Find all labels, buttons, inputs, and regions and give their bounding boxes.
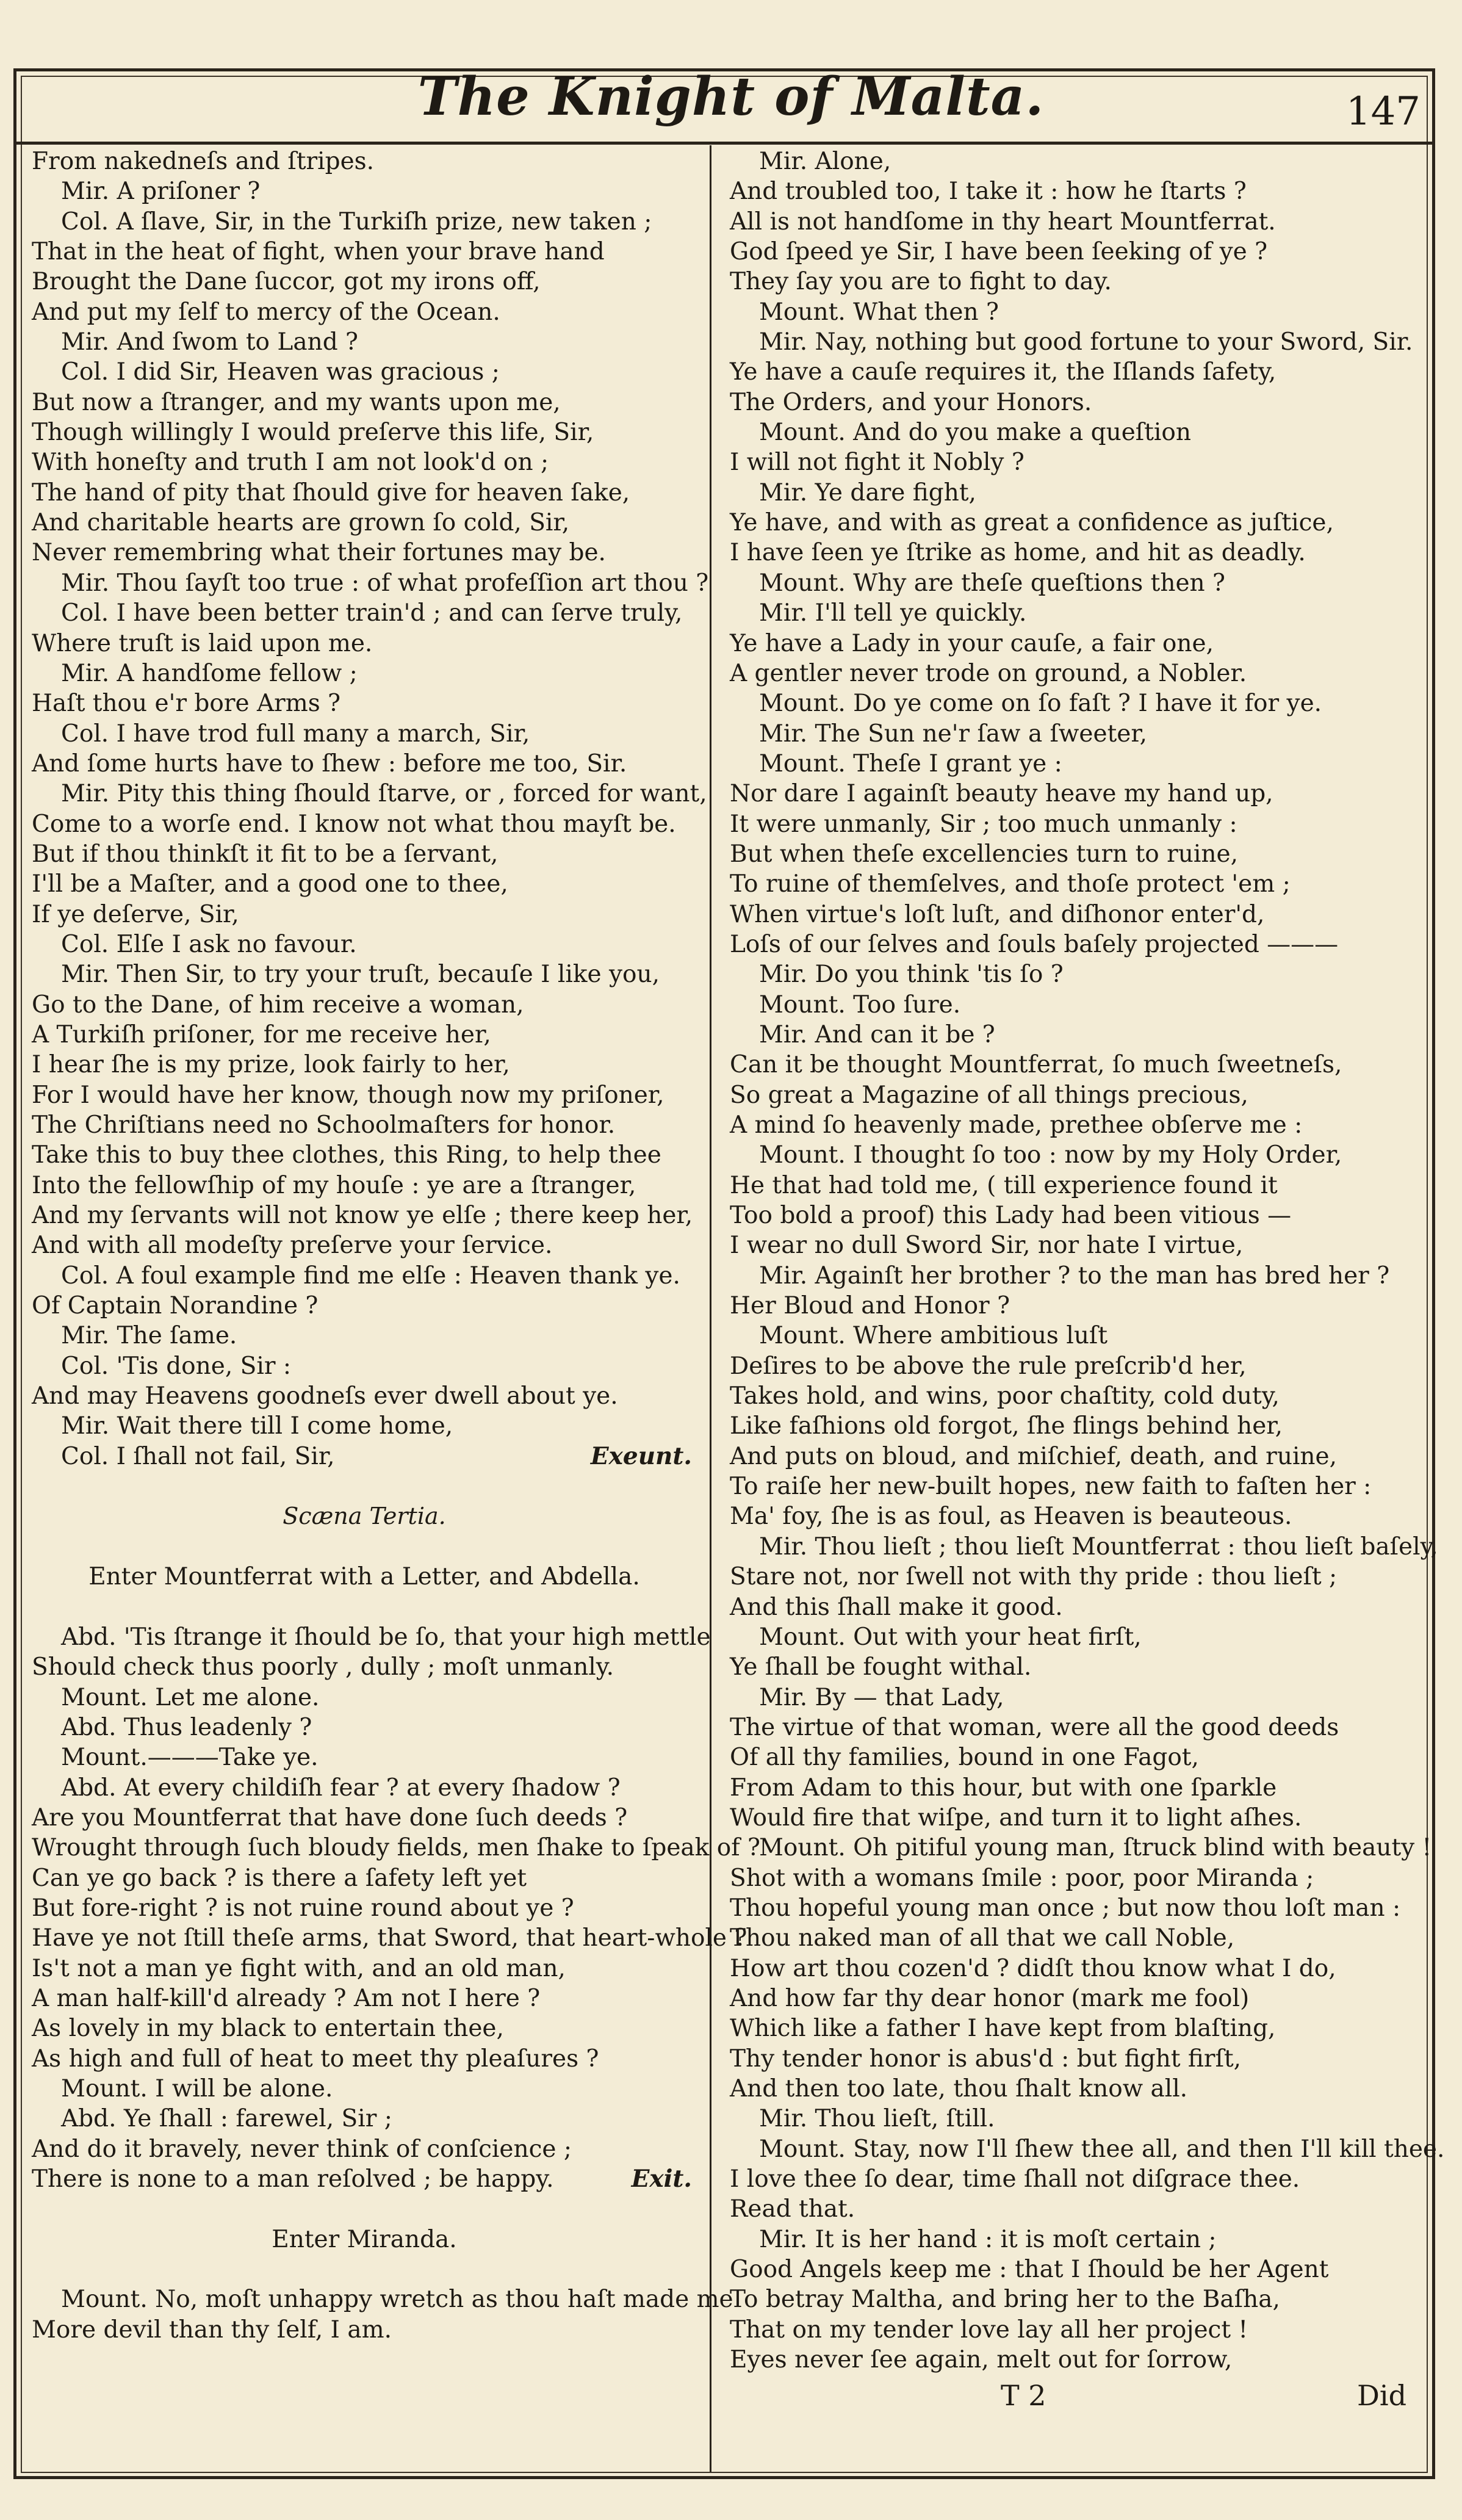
text-line <box>730 1351 1419 1381</box>
line-text: A gentler never trode on ground, a Nobler. <box>730 659 1247 687</box>
text-line <box>32 2164 697 2194</box>
text-line <box>730 1532 1438 1562</box>
text-line <box>730 1742 1419 1772</box>
text-line <box>730 629 1419 659</box>
line-text: Ye have a cauſe requires it, the Iſlands ſafety, <box>730 358 1277 386</box>
text-line <box>730 959 1419 989</box>
line-text: Mount. Too ſure. <box>759 991 961 1019</box>
line-text: Col. A ſlave, Sir, in the Turkiſh prize, new taken ; <box>61 208 652 236</box>
text-line <box>32 357 697 387</box>
text-line <box>730 1171 1419 1200</box>
line-text: And puts on bloud, and miſchief, death, and ruine, <box>730 1442 1338 1470</box>
text-line <box>730 538 1419 568</box>
text-line <box>32 1471 697 1501</box>
text-line <box>730 1863 1419 1893</box>
line-text: Deſires to be above the rule preſcrib'd her, <box>730 1352 1247 1380</box>
line-text: Ye have a Lady in your cauſe, a fair one, <box>730 629 1214 657</box>
running-title: The Knight of Malta. <box>417 66 1045 128</box>
text-line <box>730 2104 1419 2134</box>
line-text: Mount. Let me alone. <box>61 1683 320 1711</box>
text-line <box>32 2255 697 2284</box>
text-line <box>32 2074 697 2104</box>
line-text: Ye have, and with as great a confidence as juſtice, <box>730 509 1334 537</box>
line-text: Mir. A handſome fellow ; <box>61 659 358 687</box>
text-line <box>32 1803 697 1833</box>
text-line <box>32 568 709 598</box>
line-text: Mount. Oh pitiful young man, ſtruck blind with beauty ! <box>759 1834 1432 1862</box>
text-line <box>32 2044 697 2074</box>
line-text: I'll be a Maſter, and a good one to thee, <box>32 870 508 898</box>
line-text: God ſpeed ye Sir, I have been ſeeking of ye ? <box>730 238 1268 266</box>
line-text: To ruine of themſelves, and thoſe protect 'em ; <box>730 870 1291 898</box>
line-text: The Chriſtians need no Schoolmaſters for honor. <box>32 1111 616 1139</box>
text-line <box>730 1683 1419 1713</box>
text-line <box>32 1622 711 1652</box>
text-line <box>32 1833 760 1863</box>
text-line <box>730 1713 1419 1742</box>
text-line <box>730 2074 1419 2104</box>
line-text: Should check thus poorly , dully ; moſt unmanly. <box>32 1653 614 1681</box>
line-text: Abd. 'Tis ſtrange it ſhould be ſo, that your high mettle <box>61 1623 711 1651</box>
text-line <box>730 900 1419 930</box>
line-text: That on my tender love lay all her project ! <box>730 2316 1248 2344</box>
text-line <box>730 779 1419 809</box>
text-line <box>730 719 1419 749</box>
line-text: Have ye not ſtill theſe arms, that Sword, that heart-whole ? <box>32 1924 747 1952</box>
text-line <box>730 2164 1419 2194</box>
text-line <box>730 2013 1419 2043</box>
line-text: As lovely in my black to entertain thee, <box>32 2015 504 2043</box>
line-text: Col. I did Sir, Heaven was gracious ; <box>61 358 500 386</box>
line-text: Go to the Dane, of him receive a woman, <box>32 991 524 1019</box>
text-line <box>730 2225 1419 2255</box>
line-text: For I would have her know, though now my priſoner, <box>32 1081 664 1109</box>
line-text: Mir. A priſoner ? <box>61 178 261 206</box>
text-line <box>730 2284 1419 2314</box>
text-line <box>730 930 1419 959</box>
line-text: From Adam to this hour, but with one ſparkle <box>730 1774 1277 1802</box>
text-line <box>730 1652 1419 1682</box>
line-text: Of all thy families, bound in one Fagot, <box>730 1744 1199 1772</box>
line-text: The hand of pity that ſhould give for heaven ſake, <box>32 478 630 507</box>
text-line <box>32 990 697 1020</box>
line-text: Shot with a womans ſmile : poor, poor Miranda ; <box>730 1864 1314 1892</box>
text-line <box>32 749 697 779</box>
text-line <box>32 1893 697 1923</box>
line-text: Would fire that wiſpe, and turn it to light aſhes. <box>730 1803 1302 1832</box>
line-text: Mir. Thou ſayſt too true : of what profeſſion art thou ? <box>61 569 709 597</box>
text-line <box>32 1381 697 1411</box>
page-number: 147 <box>1345 89 1421 134</box>
column-divider <box>710 145 711 2472</box>
line-text: Thou hopeful young man once ; but now thou loſt man : <box>730 1894 1401 1922</box>
text-line <box>32 1742 697 1772</box>
text-line <box>32 2284 733 2314</box>
line-text: Mount. Where ambitious luſt <box>759 1322 1108 1350</box>
text-line <box>730 417 1419 447</box>
text-line <box>32 719 697 749</box>
text-line <box>730 1954 1419 1984</box>
text-line <box>730 2315 1419 2345</box>
line-text: Mir. Wait there till I come home, <box>61 1412 453 1440</box>
line-text: I hear ſhe is my prize, look fairly to her, <box>32 1051 510 1079</box>
text-line <box>32 2013 697 2043</box>
text-line <box>730 176 1419 206</box>
text-line <box>32 779 707 809</box>
text-line <box>730 1291 1419 1321</box>
stage-direction <box>32 1501 697 1531</box>
line-text: But when theſe excellencies turn to ruine, <box>730 840 1238 868</box>
text-line <box>32 1954 697 1984</box>
line-text: When virtue's loſt luſt, and diſhonor enter'd, <box>730 900 1265 928</box>
line-text: Abd. Thus leadenly ? <box>61 1713 312 1741</box>
text-line <box>730 1893 1419 1923</box>
line-text: Loſs of our ſelves and ſouls baſely projected ——— <box>730 930 1339 958</box>
line-text: The virtue of that woman, were all the good deeds <box>730 1713 1339 1741</box>
line-text: Eyes never ſee again, melt out for ſorrow, <box>730 2346 1233 2374</box>
text-line <box>730 990 1419 1020</box>
line-text: It were unmanly, Sir ; too much unmanly : <box>730 810 1237 838</box>
text-line <box>730 1984 1419 2013</box>
line-text: More devil than thy ſelf, I am. <box>32 2316 392 2344</box>
line-text: I have ſeen ye ſtrike as home, and hit as deadly. <box>730 539 1306 567</box>
text-line <box>32 207 697 237</box>
text-line <box>730 1230 1419 1260</box>
line-text: And how far thy dear honor (mark me fool) <box>730 1984 1250 2012</box>
text-line <box>730 1622 1419 1652</box>
line-text: Takes hold, and wins, poor chaſtity, cold duty, <box>730 1382 1280 1410</box>
text-line <box>32 447 697 477</box>
line-text: And ſome hurts have to ſhew : before me too, Sir. <box>32 749 627 778</box>
line-text: Col. I ſhall not fail, Sir, <box>61 1442 335 1470</box>
line-text: Scæna Tertia. <box>283 1503 446 1530</box>
signature-mark: T 2 <box>1001 2379 1046 2412</box>
text-line <box>32 869 697 899</box>
text-line <box>730 1562 1419 1592</box>
line-text: All is not handſome in thy heart Mountferrat. <box>730 208 1276 236</box>
line-text: Mir. Do you think 'tis ſo ? <box>759 961 1064 989</box>
text-line <box>32 688 697 718</box>
text-line <box>730 1080 1419 1110</box>
line-text: Mir. And ſwom to Land ? <box>61 328 358 356</box>
line-text: And troubled too, I take it : how he ſtarts ? <box>730 178 1247 206</box>
line-text: Mir. Nay, nothing but good fortune to your Sword, Sir. <box>759 328 1413 356</box>
text-line <box>32 1592 697 1622</box>
line-text: So great a Magazine of all things precious, <box>730 1081 1248 1109</box>
line-text: Col. I have been better train'd ; and can ſerve truly, <box>61 599 683 627</box>
line-text: Mir. Thou lieſt, ſtill. <box>759 2105 995 2133</box>
line-text: Mir. It is her hand : it is moſt certain ; <box>759 2225 1217 2253</box>
line-text: Thy tender honor is abus'd : but fight firſt, <box>730 2045 1242 2073</box>
line-text: Thou naked man of all that we call Noble, <box>730 1924 1235 1952</box>
line-text: Though willingly I would preſerve this life, Sir, <box>32 419 594 447</box>
text-line <box>32 1351 697 1381</box>
line-text: As high and full of heat to meet thy pleaſures ? <box>32 2045 599 2073</box>
line-text: Take this to buy thee clothes, this Ring, to help thee <box>32 1141 661 1169</box>
line-text: Where truſt is laid upon me. <box>32 629 373 657</box>
line-text: But fore-right ? is not ruine round about ye ? <box>32 1894 574 1922</box>
text-line <box>32 1321 697 1351</box>
line-text: And do it bravely, never think of conſcience ; <box>32 2135 572 2163</box>
line-text: Col. 'Tis done, Sir : <box>61 1352 292 1380</box>
line-text: Mount. No, moſt unhappy wretch as thou haſt made me <box>61 2286 733 2314</box>
line-text: Into the fellowſhip of my houſe : ye are a ſtranger, <box>32 1171 636 1199</box>
line-text: Nor dare I againſt beauty heave my hand up, <box>730 780 1273 808</box>
line-text: Col. A foul example find me elſe : Heaven thank ye. <box>61 1262 680 1290</box>
text-line <box>32 659 697 688</box>
line-text: If ye deſerve, Sir, <box>32 900 239 928</box>
text-line <box>730 809 1419 839</box>
line-text: To raiſe her new-built hopes, new faith to faſten her : <box>730 1473 1372 1501</box>
text-line <box>32 1291 697 1321</box>
line-text: There is none to a man reſolved ; be happy. <box>32 2165 554 2193</box>
line-text: Mount. And do you make a queſtion <box>759 419 1191 447</box>
text-line <box>32 267 697 297</box>
line-text: Stare not, nor ſwell not with thy pride : thou lieſt ; <box>730 1563 1338 1591</box>
text-line <box>730 2255 1419 2284</box>
line-text: A man half-kill'd already ? Am not I here ? <box>32 1984 541 2012</box>
line-text: And may Heavens goodneſs ever dwell about ye. <box>32 1382 618 1410</box>
text-line <box>730 327 1419 357</box>
text-line <box>730 749 1419 779</box>
text-line <box>730 267 1419 297</box>
line-text: Brought the Dane ſuccor, got my irons off, <box>32 268 541 296</box>
line-text: Like faſhions old forgot, ſhe flings behind her, <box>730 1412 1283 1440</box>
text-line <box>32 1713 697 1742</box>
line-text: But now a ſtranger, and my wants upon me, <box>32 388 561 416</box>
text-line <box>730 357 1419 387</box>
line-text: And then too late, thou ſhalt know all. <box>730 2075 1188 2103</box>
line-text: Her Bloud and Honor ? <box>730 1292 1010 1320</box>
text-line <box>32 478 697 508</box>
text-line <box>32 598 697 628</box>
text-line <box>32 900 697 930</box>
text-line <box>32 1080 697 1110</box>
text-line <box>730 1592 1419 1622</box>
text-line <box>730 1923 1419 1953</box>
text-line <box>730 447 1419 477</box>
line-text: Read that. <box>730 2195 855 2223</box>
text-line <box>32 508 697 538</box>
line-text: Mir. The ſame. <box>61 1322 237 1350</box>
text-line <box>32 1442 697 1471</box>
line-text: Enter Miranda. <box>272 2225 457 2253</box>
text-line <box>730 146 1419 176</box>
line-text: Mir. The Sun ne'r ſaw a ſweeter, <box>759 720 1148 748</box>
text-line <box>32 1171 697 1200</box>
line-text: Ma' foy, ſhe is as foul, as Heaven is beauteous. <box>730 1503 1292 1531</box>
text-line <box>730 568 1419 598</box>
line-text: Mir. Thou lieſt ; thou lieſt Mountferrat : thou lieſt baſely, <box>759 1533 1438 1561</box>
text-line <box>730 508 1419 538</box>
text-line <box>32 2134 697 2164</box>
line-text: Ye ſhall be fought withal. <box>730 1653 1032 1681</box>
line-text: Mir. Pity this thing ſhould ſtarve, or , forced for want, <box>61 780 707 808</box>
text-line <box>32 1140 697 1170</box>
text-line <box>32 1230 697 1260</box>
line-text: But if thou thinkſt it fit to be a ſervant, <box>32 840 499 868</box>
text-line <box>32 930 697 959</box>
line-text: And charitable hearts are grown ſo cold, Sir, <box>32 509 570 537</box>
line-text: Mir. Alone, <box>759 148 891 175</box>
line-text: Come to a worſe end. I know not what thou mayſt be. <box>32 810 676 838</box>
line-text: Enter Mountferrat with a Letter, and Abdella. <box>88 1563 640 1591</box>
line-text: Mount. Out with your heat firſt, <box>759 1623 1142 1651</box>
line-text: Which like a father I have kept from blaſting, <box>730 2015 1276 2043</box>
text-line <box>730 2345 1419 2375</box>
text-line <box>32 176 697 206</box>
line-text: Good Angels keep me : that I ſhould be her Agent <box>730 2256 1329 2284</box>
text-line <box>730 1442 1419 1471</box>
text-line <box>730 1501 1419 1531</box>
text-line <box>730 1773 1419 1803</box>
text-line <box>32 417 697 447</box>
text-line <box>32 237 697 267</box>
line-text: Mount.———Take ye. <box>61 1744 319 1772</box>
text-line <box>730 2044 1419 2074</box>
text-line <box>730 207 1419 237</box>
text-line <box>730 388 1419 417</box>
text-line <box>32 1411 697 1441</box>
text-line <box>730 1140 1419 1170</box>
text-line <box>32 1261 697 1291</box>
text-line <box>32 1200 697 1230</box>
header-rule <box>13 142 1435 145</box>
text-line <box>730 237 1419 267</box>
line-text: Never remembring what their fortunes may be. <box>32 539 606 567</box>
line-text: Mount. Theſe I grant ye : <box>759 749 1062 778</box>
text-line <box>32 1652 697 1682</box>
text-line <box>32 388 697 417</box>
text-line <box>730 478 1419 508</box>
line-text: I love thee ſo dear, time ſhall not diſgrace thee. <box>730 2165 1300 2193</box>
exit-direction: Exit. <box>631 2165 692 2193</box>
line-text: Can ye go back ? is there a ſafety left yet <box>32 1864 527 1892</box>
line-text: Col. I have trod full many a march, Sir, <box>61 720 530 748</box>
text-line <box>730 297 1419 327</box>
line-text: Wrought through ſuch bloudy fields, men ſhake to ſpeak of ? <box>32 1834 760 1862</box>
line-text: I wear no dull Sword Sir, nor hate I virtue, <box>730 1232 1244 1260</box>
text-line <box>730 1803 1419 1833</box>
line-text: And with all modeſty preſerve your ſervice. <box>32 1232 553 1260</box>
text-line <box>32 1863 697 1893</box>
line-text: Mount. Stay, now I'll ſhew thee all, and then I'll kill thee. <box>759 2135 1445 2163</box>
text-line <box>730 1110 1419 1140</box>
text-line <box>730 2134 1445 2164</box>
text-line <box>730 1833 1432 1863</box>
text-line <box>32 629 697 659</box>
line-text: Abd. Ye ſhall : farewel, Sir ; <box>61 2105 392 2133</box>
line-text: With honeſty and truth I am not look'd on ; <box>32 449 549 477</box>
line-text: And this ſhall make it good. <box>730 1593 1063 1621</box>
text-line <box>730 659 1419 688</box>
text-line <box>730 1050 1419 1080</box>
line-text: Mir. Ye dare fight, <box>759 478 976 507</box>
left-column <box>32 146 760 2345</box>
line-text: Can it be thought Mountferrat, ſo much ſweetneſs, <box>730 1051 1342 1079</box>
text-line <box>32 809 697 839</box>
text-line <box>32 327 697 357</box>
text-line <box>730 1411 1419 1441</box>
line-text: Mir. And can it be ? <box>759 1020 995 1049</box>
line-text: The Orders, and your Honors. <box>730 388 1092 416</box>
line-text: Of Captain Norandine ? <box>32 1292 319 1320</box>
text-line <box>32 1532 697 1562</box>
text-line <box>32 959 697 989</box>
line-text: He that had told me, ( till experience found it <box>730 1171 1278 1199</box>
line-text: They ſay you are to fight to day. <box>730 268 1112 296</box>
line-text: And my ſervants will not know ye elſe ; there keep her, <box>32 1202 693 1230</box>
stage-direction <box>32 1562 697 1592</box>
line-text: Mir. Then Sir, to try your truſt, becauſe I like you, <box>61 961 660 989</box>
line-text: That in the heat of fight, when your brave hand <box>32 238 605 266</box>
text-line <box>32 1773 697 1803</box>
line-text: Mount. Do ye come on ſo faſt ? I have it for ye. <box>759 690 1322 718</box>
text-line <box>32 1683 697 1713</box>
line-text: Are you Mountferrat that have done ſuch deeds ? <box>32 1803 628 1832</box>
line-text: Col. Elſe I ask no favour. <box>61 930 357 958</box>
text-line <box>32 538 697 568</box>
text-line <box>32 1050 697 1080</box>
text-line <box>32 1020 697 1050</box>
text-line <box>730 869 1419 899</box>
text-line <box>32 146 697 176</box>
text-line <box>32 2194 697 2224</box>
line-text: Mir. I'll tell ye quickly. <box>759 599 1027 627</box>
text-line <box>32 1923 747 1953</box>
text-line <box>730 1020 1419 1050</box>
text-line <box>730 1471 1419 1501</box>
line-text: How art thou cozen'd ? didſt thou know what I do, <box>730 1954 1336 1982</box>
line-text: Mir. Againſt her brother ? to the man has bred her ? <box>759 1262 1390 1290</box>
text-line <box>32 1110 697 1140</box>
text-line <box>730 1261 1419 1291</box>
text-line <box>32 297 697 327</box>
catchword: Did <box>1357 2379 1407 2412</box>
exit-direction: Exeunt. <box>590 1442 692 1470</box>
right-column <box>730 146 1445 2375</box>
line-text: Mount. What then ? <box>759 298 999 326</box>
line-text: Mount. I will be alone. <box>61 2075 333 2103</box>
text-line <box>32 2315 697 2345</box>
text-line <box>730 1200 1419 1230</box>
text-line <box>32 1984 697 2013</box>
line-text: Abd. At every childiſh fear ? at every ſhadow ? <box>61 1774 621 1802</box>
line-text: Is't not a man ye fight with, and an old man, <box>32 1954 566 1982</box>
line-text: And put my ſelf to mercy of the Ocean. <box>32 298 500 326</box>
line-text: To betray Maltha, and bring her to the Baſha, <box>730 2286 1280 2314</box>
text-line <box>730 839 1419 869</box>
line-text: I will not fight it Nobly ? <box>730 449 1024 477</box>
line-text: Too bold a proof) this Lady had been vitious — <box>730 1202 1292 1230</box>
text-line <box>730 1321 1419 1351</box>
text-line <box>32 2104 697 2134</box>
text-line <box>730 1381 1419 1411</box>
text-line <box>730 598 1419 628</box>
text-line <box>32 839 697 869</box>
text-line <box>730 2194 1419 2224</box>
line-text: From nakedneſs and ſtripes. <box>32 148 375 175</box>
line-text: Mount. Why are theſe queſtions then ? <box>759 569 1225 597</box>
line-text: A mind ſo heavenly made, prethee obſerve me : <box>730 1111 1303 1139</box>
line-text: Haſt thou e'r bore Arms ? <box>32 690 341 718</box>
text-line <box>730 688 1419 718</box>
line-text: Mount. I thought ſo too : now by my Holy Order, <box>759 1141 1342 1169</box>
line-text: Mir. By — that Lady, <box>759 1683 1004 1711</box>
line-text: A Turkiſh priſoner, for me receive her, <box>32 1020 491 1049</box>
stage-direction <box>32 2225 697 2255</box>
